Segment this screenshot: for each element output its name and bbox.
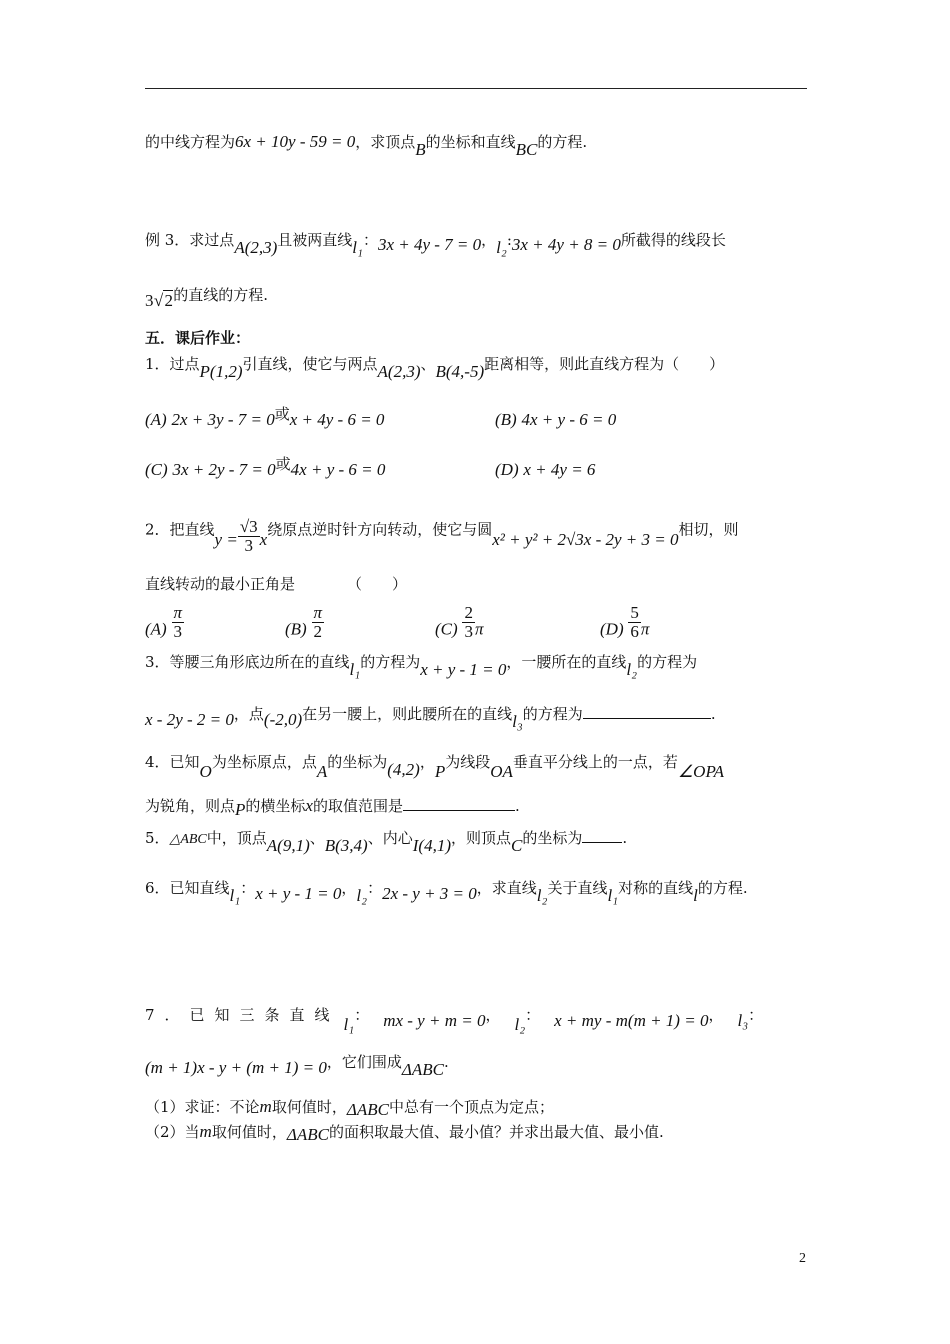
text: ，求直线	[476, 879, 537, 897]
text: 7．已知三条直线	[145, 1006, 340, 1024]
math: C	[511, 836, 523, 855]
option-d: (D) $\frac{5}{6}$ π	[600, 603, 650, 641]
text: （1）求证：不论	[145, 1098, 260, 1116]
math: O	[199, 762, 212, 781]
text: 引直线，使它与两点	[242, 355, 378, 373]
text: 绕原点逆时针方向转动，使它与圆	[267, 520, 493, 539]
math-line-label: l₁	[349, 660, 361, 679]
text: 中，顶点	[206, 829, 267, 847]
text: 的方程.	[697, 879, 748, 897]
text: 且被两直线	[277, 231, 353, 249]
text: .	[710, 705, 716, 723]
math-point: (4,2)	[387, 760, 420, 779]
text: 在另一腰上，则此腰所在的直线	[302, 705, 513, 723]
question-7-part-1	[145, 1096, 810, 1118]
answer-blank[interactable]	[403, 795, 515, 811]
math: △ABC	[169, 832, 207, 847]
text: 的坐标和直线	[425, 133, 516, 151]
page-number: 2	[799, 1251, 806, 1266]
text: ：	[240, 879, 256, 897]
math: P	[434, 762, 446, 781]
math-equation: 3x + 4y + 8 = 0	[511, 235, 621, 254]
option-c: (C) 3x + 2y - 7 = 0或4x + y - 6 = 0	[145, 455, 386, 479]
math-equation: x - 2y - 2 = 0	[145, 710, 234, 729]
math-equation: 3x + 4y - 7 = 0	[377, 235, 482, 254]
answer-blank[interactable]	[583, 703, 711, 719]
math-line-label: l₂	[496, 238, 507, 257]
text: ，求顶点	[355, 133, 416, 151]
math-line-label: l₁	[343, 1015, 355, 1034]
question-1-options-cd	[145, 455, 810, 481]
text: ，	[481, 231, 497, 249]
text: 关于直线	[547, 879, 608, 897]
math: x	[259, 529, 268, 549]
question-6	[145, 877, 810, 905]
text: ，它们围成	[326, 1053, 402, 1071]
text: :	[506, 231, 512, 249]
option-b: (B) $\frac{\pi}{2}$	[285, 603, 323, 641]
math: P	[235, 800, 246, 819]
text: 的方程为	[637, 653, 698, 671]
math-point: (-2,0)	[263, 710, 303, 729]
text: ，	[485, 1006, 501, 1024]
text: 的面积取最大值、最小值？并求出最大值、最小值.	[328, 1123, 664, 1141]
text: 1．过点	[145, 355, 200, 373]
text: 的取值范围是	[312, 797, 403, 815]
math-equation: x + y - 1 = 0	[255, 884, 342, 903]
math: m	[199, 1122, 212, 1141]
math-radical: 3√2	[145, 291, 174, 310]
text: 的直线的方程.	[173, 286, 269, 304]
answer-paren: （ ）	[347, 575, 408, 593]
math: l	[693, 886, 698, 905]
math: m	[259, 1097, 272, 1116]
math-point: B(3,4)	[324, 836, 368, 855]
text: 2．把直线	[145, 520, 215, 539]
math-point: A(9,1)	[266, 836, 310, 855]
text: 、	[309, 829, 325, 847]
math-point: B	[415, 140, 426, 159]
math-point: A(2,3)	[377, 362, 421, 381]
math-triangle: ΔABC	[286, 1125, 329, 1144]
math-triangle: ΔABC	[346, 1100, 389, 1119]
question-5	[145, 827, 810, 855]
option-a: (A) 2x + 3y - 7 = 0或x + 4y - 6 = 0	[145, 405, 385, 429]
math-point: P(1,2)	[199, 362, 243, 381]
text: 的横坐标	[245, 797, 306, 815]
question-4	[145, 751, 810, 781]
text: 相切，则	[678, 520, 739, 539]
math-line-label: l₂	[626, 660, 638, 679]
math-line-label: l₂	[514, 1015, 526, 1034]
math-fraction: $\frac{√3}{3}$	[239, 517, 258, 555]
text: ，	[708, 1006, 724, 1024]
math-line: BC	[515, 140, 538, 159]
text: 为线段	[445, 753, 491, 771]
answer-blank[interactable]	[582, 827, 622, 843]
math: x	[305, 796, 313, 815]
text: 5．	[145, 829, 170, 847]
header-rule	[145, 88, 807, 89]
math-triangle: ΔABC	[401, 1060, 444, 1079]
math-line-label: l₃	[512, 712, 523, 731]
section-title: 五．课后作业：	[145, 329, 251, 347]
text: 的坐标为	[522, 829, 583, 847]
math: OA	[490, 762, 513, 781]
question-3	[145, 651, 810, 679]
text: 对称的直线	[618, 879, 694, 897]
math-equation: 6x + 10y - 59 = 0	[235, 132, 356, 151]
text: 的中线方程为	[145, 133, 236, 151]
question-7	[145, 1004, 810, 1034]
question-2-options	[145, 600, 810, 646]
text: 中总有一个顶点为定点；	[388, 1098, 554, 1116]
text: 3．等腰三角形底边所在的直线	[145, 653, 350, 671]
continuation-line	[145, 131, 810, 159]
text: ：	[367, 879, 383, 897]
math-point: I(4,1)	[412, 836, 451, 855]
math-line-label: l₁	[352, 238, 363, 257]
text: 距离相等，则此直线方程为（ ）	[484, 355, 725, 373]
example-3-cont	[145, 284, 810, 310]
text: ：	[525, 1006, 541, 1024]
math-equation: (m + 1)x - y + (m + 1) = 0	[145, 1058, 327, 1077]
text: 、	[420, 355, 436, 373]
text: 6．已知直线	[145, 879, 230, 897]
question-7-part-2	[145, 1121, 810, 1143]
text: ：	[362, 231, 378, 249]
text: 的方程为	[522, 705, 583, 723]
text: 垂直平分线上的一点，若	[512, 753, 678, 771]
question-1-options-ab	[145, 405, 810, 431]
math-line-label: l₁	[229, 886, 241, 905]
question-7-cont	[145, 1051, 810, 1079]
text: 取何值时，	[211, 1123, 287, 1141]
math-equation: x + my - m(m + 1) = 0	[554, 1011, 709, 1030]
text: 直线转动的最小正角是	[145, 575, 296, 593]
example-3	[145, 229, 810, 257]
math: y =	[214, 529, 238, 549]
math-angle: ∠OPA	[677, 762, 725, 781]
text: ，点	[233, 705, 264, 723]
math-line-label: l₁	[607, 886, 619, 905]
text: （2）当	[145, 1123, 200, 1141]
question-2	[145, 512, 810, 555]
option-d: (D) x + 4y = 6	[495, 460, 596, 479]
question-3-cont	[145, 703, 810, 731]
text: 取何值时，	[271, 1098, 347, 1116]
text: 4．已知	[145, 753, 200, 771]
math-equation: 2x - y + 3 = 0	[382, 884, 477, 903]
math-line-label: l₂	[536, 886, 548, 905]
text: 为坐标原点，点	[211, 753, 317, 771]
text: ，	[341, 879, 357, 897]
text: 的坐标为	[327, 753, 388, 771]
text: .	[514, 797, 520, 815]
question-1	[145, 353, 810, 381]
option-b: (B) 4x + y - 6 = 0	[495, 410, 617, 429]
text: ，则顶点	[450, 829, 511, 847]
math-line-label: l₃	[737, 1011, 749, 1030]
text: ：	[354, 1006, 370, 1024]
text: 的方程为	[360, 653, 421, 671]
option-a: (A) $\frac{\pi}{3}$	[145, 603, 183, 641]
text: ，	[419, 753, 435, 771]
math-equation: mx - y + m = 0	[383, 1011, 486, 1030]
text: 所截得的线段长	[620, 231, 726, 249]
text: 的方程.	[537, 133, 588, 151]
math-equation: x² + y² + 2√3x - 2y + 3 = 0	[492, 529, 679, 549]
question-2-cont	[145, 573, 810, 595]
text: 例 3．求过点	[145, 231, 235, 249]
option-c: (C) $\frac{2}{3}$ π	[435, 603, 484, 641]
math-point: B(4,-5)	[435, 362, 485, 381]
text: ：	[748, 1006, 764, 1024]
text: 为锐角，则点	[145, 797, 236, 815]
math-equation: x + y - 1 = 0	[420, 660, 507, 679]
text: .	[443, 1053, 449, 1071]
text: 、内心	[367, 829, 413, 847]
question-4-cont	[145, 795, 810, 817]
math-point: A(2,3)	[234, 238, 278, 257]
text: .	[622, 829, 628, 847]
math: A	[316, 762, 328, 781]
text: ，一腰所在的直线	[506, 653, 627, 671]
math-line-label: l₂	[356, 886, 368, 905]
